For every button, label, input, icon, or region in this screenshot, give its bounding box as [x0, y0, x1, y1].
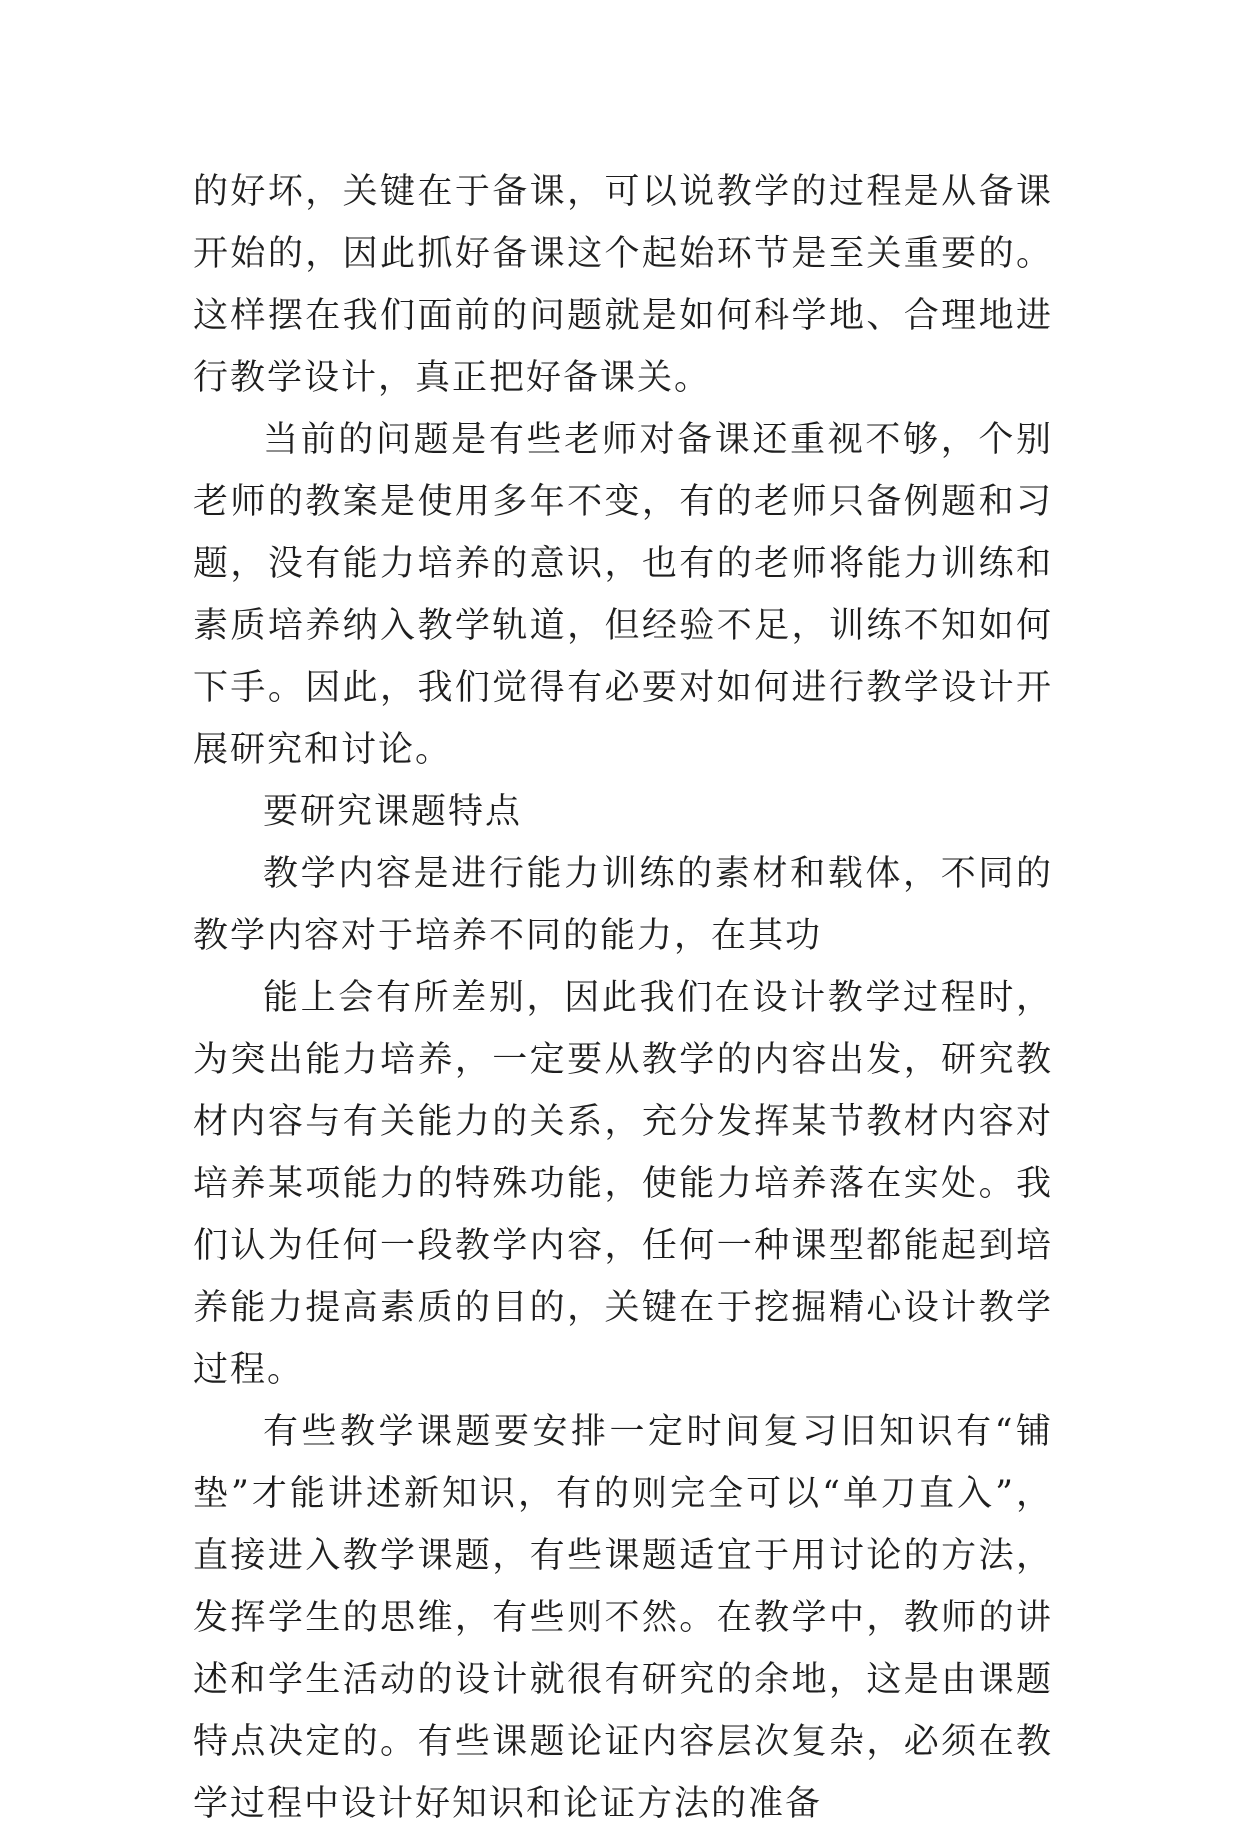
paragraph-5: 有些教学课题要安排一定时间复习旧知识有“铺垫”才能讲述新知识，有的则完全可以“单刀直入”，直接进入教学课题，有些课题适宜于用讨论的方法，发挥学生的思维，有些则不然。在教学中，教师的讲述和学生活动的设计就很有研究的余地，这是由课题特点决定的。有些课题论证内容层次复杂，必须在教学过程中设计好知识和论证方法的准备 [193, 1412, 1053, 1824]
paragraph-3: 教学内容是进行能力训练的素材和载体，不同的教学内容对于培养不同的能力，在其功 [193, 854, 1053, 956]
paragraph-1: 的好坏，关键在于备课，可以说教学的过程是从备课开始的，因此抓好备课这个起始环节是至关重要的。这样摆在我们面前的问题就是如何科学地、合理地进行教学设计，真正把好备课关。 [193, 172, 1053, 398]
document-body [193, 161, 1053, 1835]
paragraph-4: 能上会有所差别，因此我们在设计教学过程时，为突出能力培养，一定要从教学的内容出发，研究教材内容与有关能力的关系，充分发挥某节教材内容对培养某项能力的特殊功能，使能力培养落在实处。我们认为任何一段教学内容，任何一种课型都能起到培养能力提高素质的目的，关键在于挖掘精心设计教学过程。 [193, 978, 1053, 1390]
section-heading: 要研究课题特点 [263, 792, 523, 832]
paragraph-2: 当前的问题是有些老师对备课还重视不够，个别老师的教案是使用多年不变，有的老师只备例题和习题，没有能力培养的意识，也有的老师将能力训练和素质培养纳入教学轨道，但经验不足，训练不知如何下手。因此，我们觉得有必要对如何进行教学设计开展研究和讨论。 [193, 420, 1053, 770]
